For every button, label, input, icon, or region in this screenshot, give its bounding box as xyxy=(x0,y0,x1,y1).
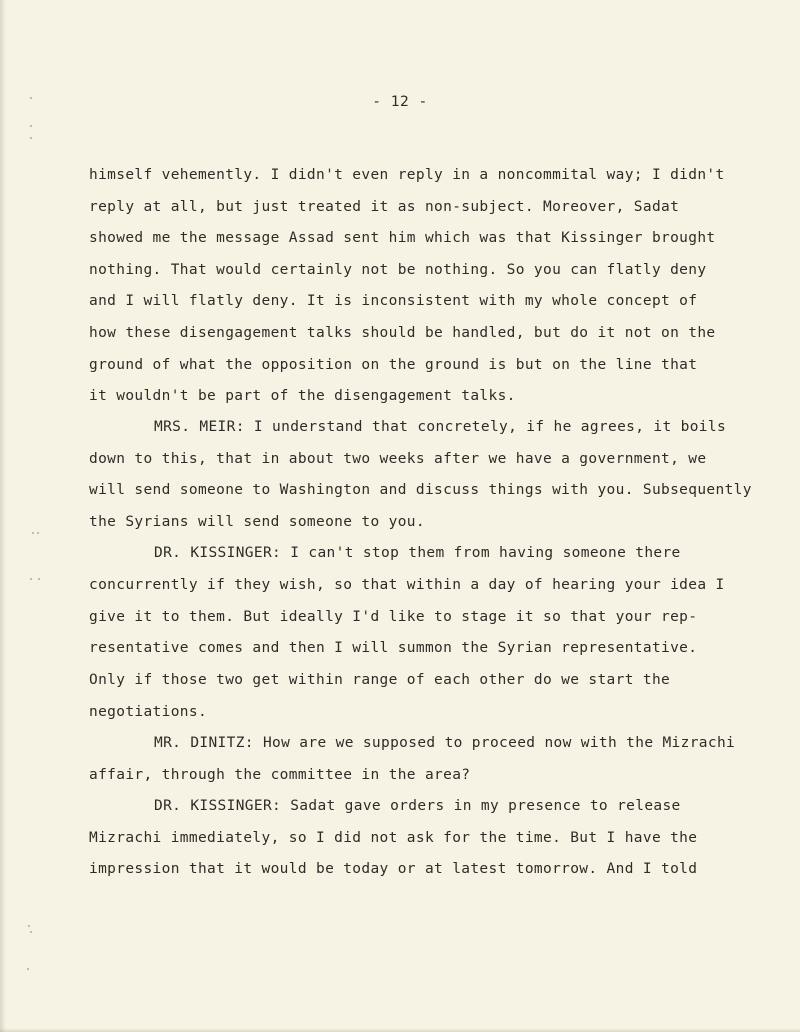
margin-speck xyxy=(38,578,40,580)
margin-speck xyxy=(30,578,32,580)
text-line: showed me the message Assad sent him which was that Kissinger brought xyxy=(89,230,716,246)
text-line: will send someone to Washington and discuss things with you. Subsequently xyxy=(89,482,752,498)
text-line: down to this, that in about two weeks after we have a government, we xyxy=(89,451,707,467)
margin-speck xyxy=(37,532,39,534)
margin-speck xyxy=(30,931,32,933)
text-line: Only if those two get within range of each other do we start the xyxy=(89,672,671,688)
text-line: it wouldn't be part of the disengagement talks. xyxy=(89,388,516,404)
text-line: concurrently if they wish, so that within a day of hearing your idea I xyxy=(89,577,725,593)
speaker-name: MR. DINITZ: xyxy=(154,735,254,751)
text-line: himself vehemently. I didn't even reply in a noncommital way; I didn't xyxy=(89,167,725,183)
paragraph-text: I understand that concretely, if he agrees, it boils xyxy=(244,419,727,435)
margin-speck xyxy=(32,532,34,534)
margin-speck xyxy=(30,137,32,139)
text-line: affair, through the committee in the area? xyxy=(89,767,471,783)
margin-speck xyxy=(30,125,32,127)
text-line: resentative comes and then I will summon the Syrian representative. xyxy=(89,640,698,656)
paragraph-text: How are we supposed to proceed now with the Mizrachi xyxy=(253,735,736,751)
page-number: - 12 - xyxy=(372,94,428,110)
text-line: Mizrachi immediately, so I did not ask for the time. But I have the xyxy=(89,830,698,846)
text-line: nothing. That would certainly not be nothing. So you can flatly deny xyxy=(89,262,707,278)
text-line: and I will flatly deny. It is inconsistent with my whole concept of xyxy=(89,293,698,309)
text-line: reply at all, but just treated it as non-subject. Moreover, Sadat xyxy=(89,199,680,215)
text-line: ground of what the opposition on the ground is but on the line that xyxy=(89,357,698,373)
speaker-name: DR. KISSINGER: xyxy=(154,798,282,814)
paragraph-text: I can't stop them from having someone there xyxy=(281,545,681,561)
text-line: how these disengagement talks should be handled, but do it not on the xyxy=(89,325,716,341)
speaker-name: MRS. MEIR: xyxy=(154,419,245,435)
page-bottom-edge xyxy=(0,1028,800,1032)
text-line: give it to them. But ideally I'd like to stage it so that your rep- xyxy=(89,609,698,625)
paragraph-first-line xyxy=(154,418,726,436)
paragraph-first-line xyxy=(154,544,681,562)
paragraph-text: Sadat gave orders in my presence to release xyxy=(281,798,681,814)
text-line: the Syrians will send someone to you. xyxy=(89,514,425,530)
paragraph-first-line xyxy=(154,797,681,815)
speaker-name: DR. KISSINGER: xyxy=(154,545,282,561)
margin-speck xyxy=(27,968,29,970)
paragraph-first-line xyxy=(154,734,735,752)
page-edge-shadow xyxy=(0,0,6,1032)
margin-speck xyxy=(28,925,30,927)
text-line: impression that it would be today or at latest tomorrow. And I told xyxy=(89,861,698,877)
text-line: negotiations. xyxy=(89,704,208,720)
